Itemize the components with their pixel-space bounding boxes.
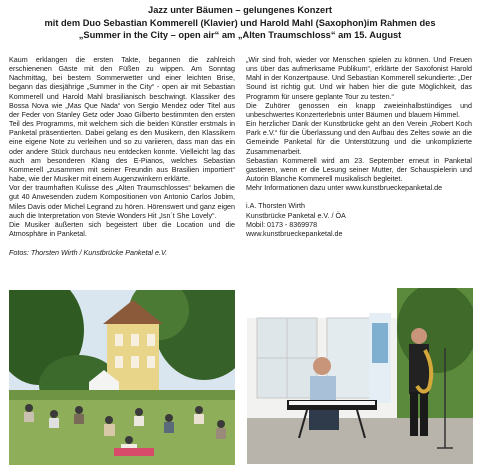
paragraph: Kaum erklangen die ersten Takte, begannen die zahlreich erschienenen Gäste mit den Füßen zu wippen. Am Sonntag Nachmittag, bei bestem Sommerwetter und einer leichten Brise, begann das diesjährige „Summer in the City“ - open air mit Sebastian Kommerell und Harold Mahl brasilianisch beschwingt. Klassiker des Bossa Nova wie „Mas Que Nada“ von Sergio Mendez oder Titel aus der Feder von Stanley Getz oder Joao Gilberto bestimmten den ersten Teil des Programms, mit welchem sich die beiden Künstler erstmals in Panketal präsentierten. Dabei gelang es den Musikern, den Klassikern eine eigene Note zu verleihen und so zu variieren, dass man das ein oder andere Stück durchaus neu entdecken konnte. Vielleicht lag das auch am besonderen Klang des E-Pianos, welches Sebastian Kommerell „zusammen mit seiner Freundin aus Brasilien importiert“ habe, wie der Musiker mit einem Augenzwinkern erklärte. xyxy=(9,56,235,184)
paragraph: Ein herzlicher Dank der Kunstbrücke geht an den Verein „Robert Koch Park e.V.“ für die Überlassung und den Aufbau des Zeltes sowie an die Gemeinde Panketal für die Unterstützung und die unkomplizierte Zusammenarbeit. xyxy=(246,120,472,156)
musicians-image xyxy=(247,288,473,464)
signature-org: Kunstbrücke Panketal e.V. / ÖA xyxy=(246,211,346,220)
signature-phone: Mobil: 0173 - 8369978 xyxy=(246,220,318,229)
signature-name: i.A. Thorsten Wirth xyxy=(246,202,305,211)
signature-block xyxy=(246,202,472,239)
villa-audience-image xyxy=(9,290,235,465)
headline-line-2: mit dem Duo Sebastian Kommerell (Klavier) und Harold Mahl (Saxophon)im Rahmen des xyxy=(44,17,436,28)
paragraph: Mehr Informationen dazu unter www.kunstbrueckepanketal.de xyxy=(246,184,443,193)
right-text-column xyxy=(246,56,472,239)
paragraph: „Wir sind froh, wieder vor Menschen spielen zu können. Und Freuen uns über das aufmerksame Publikum“, erklärte der Saxofonist Harold Mahl in der Konzertpause. Und Sebastian Kommerell sekundierte: „Der Sound ist richtig gut. Und wir haben hier die gute Möglichkeit, das Programm für unsere geplante Tour zu testen.“ xyxy=(246,56,472,101)
article-headline xyxy=(0,4,480,42)
paragraph: Die Musiker äußerten sich begeistert über die Location und die Atmosphäre in Panketal. xyxy=(9,220,235,238)
headline-line-1: Jazz unter Bäumen – gelungenes Konzert xyxy=(148,5,332,15)
paragraph: Die Zuhörer genossen ein knapp zweieinhalbstündiges und unbeschwertes Konzerterlebnis unter Bäumen und blauem Himmel. xyxy=(246,101,472,119)
photo-musicians xyxy=(247,288,473,464)
paragraph: Sebastian Kommerell wird am 23. September erneut in Panketal gastieren, wenn er die Lesung seiner Mutter, der Schauspielerin und Autorin Blanche Kommerell musikalisch begleitet. xyxy=(246,156,472,184)
headline-line-3: „Summer in the City – open air“ am „Alten Traumschloss“ am 15. August xyxy=(78,30,402,40)
paragraph: Vor der traumhaften Kulisse des „Alten Traumschlosses“ bekamen die gut 40 Anwesenden zudem Kompositionen von Antonio Carlos Jobim, Miles Davis oder Michel Legrand zu hören. Hörenswert und ganz eigen auch die Interpretation von Stevie Wonders Hit „Isn´t She Lovely“. xyxy=(9,184,235,220)
photo-credit: Fotos: Thorsten Wirth / Kunstbrücke Panketal e.V. xyxy=(9,249,168,258)
signature-web: www.kunstbrueckepanketal.de xyxy=(246,229,343,238)
photo-villa-audience xyxy=(9,290,235,465)
left-text-column xyxy=(9,56,235,258)
